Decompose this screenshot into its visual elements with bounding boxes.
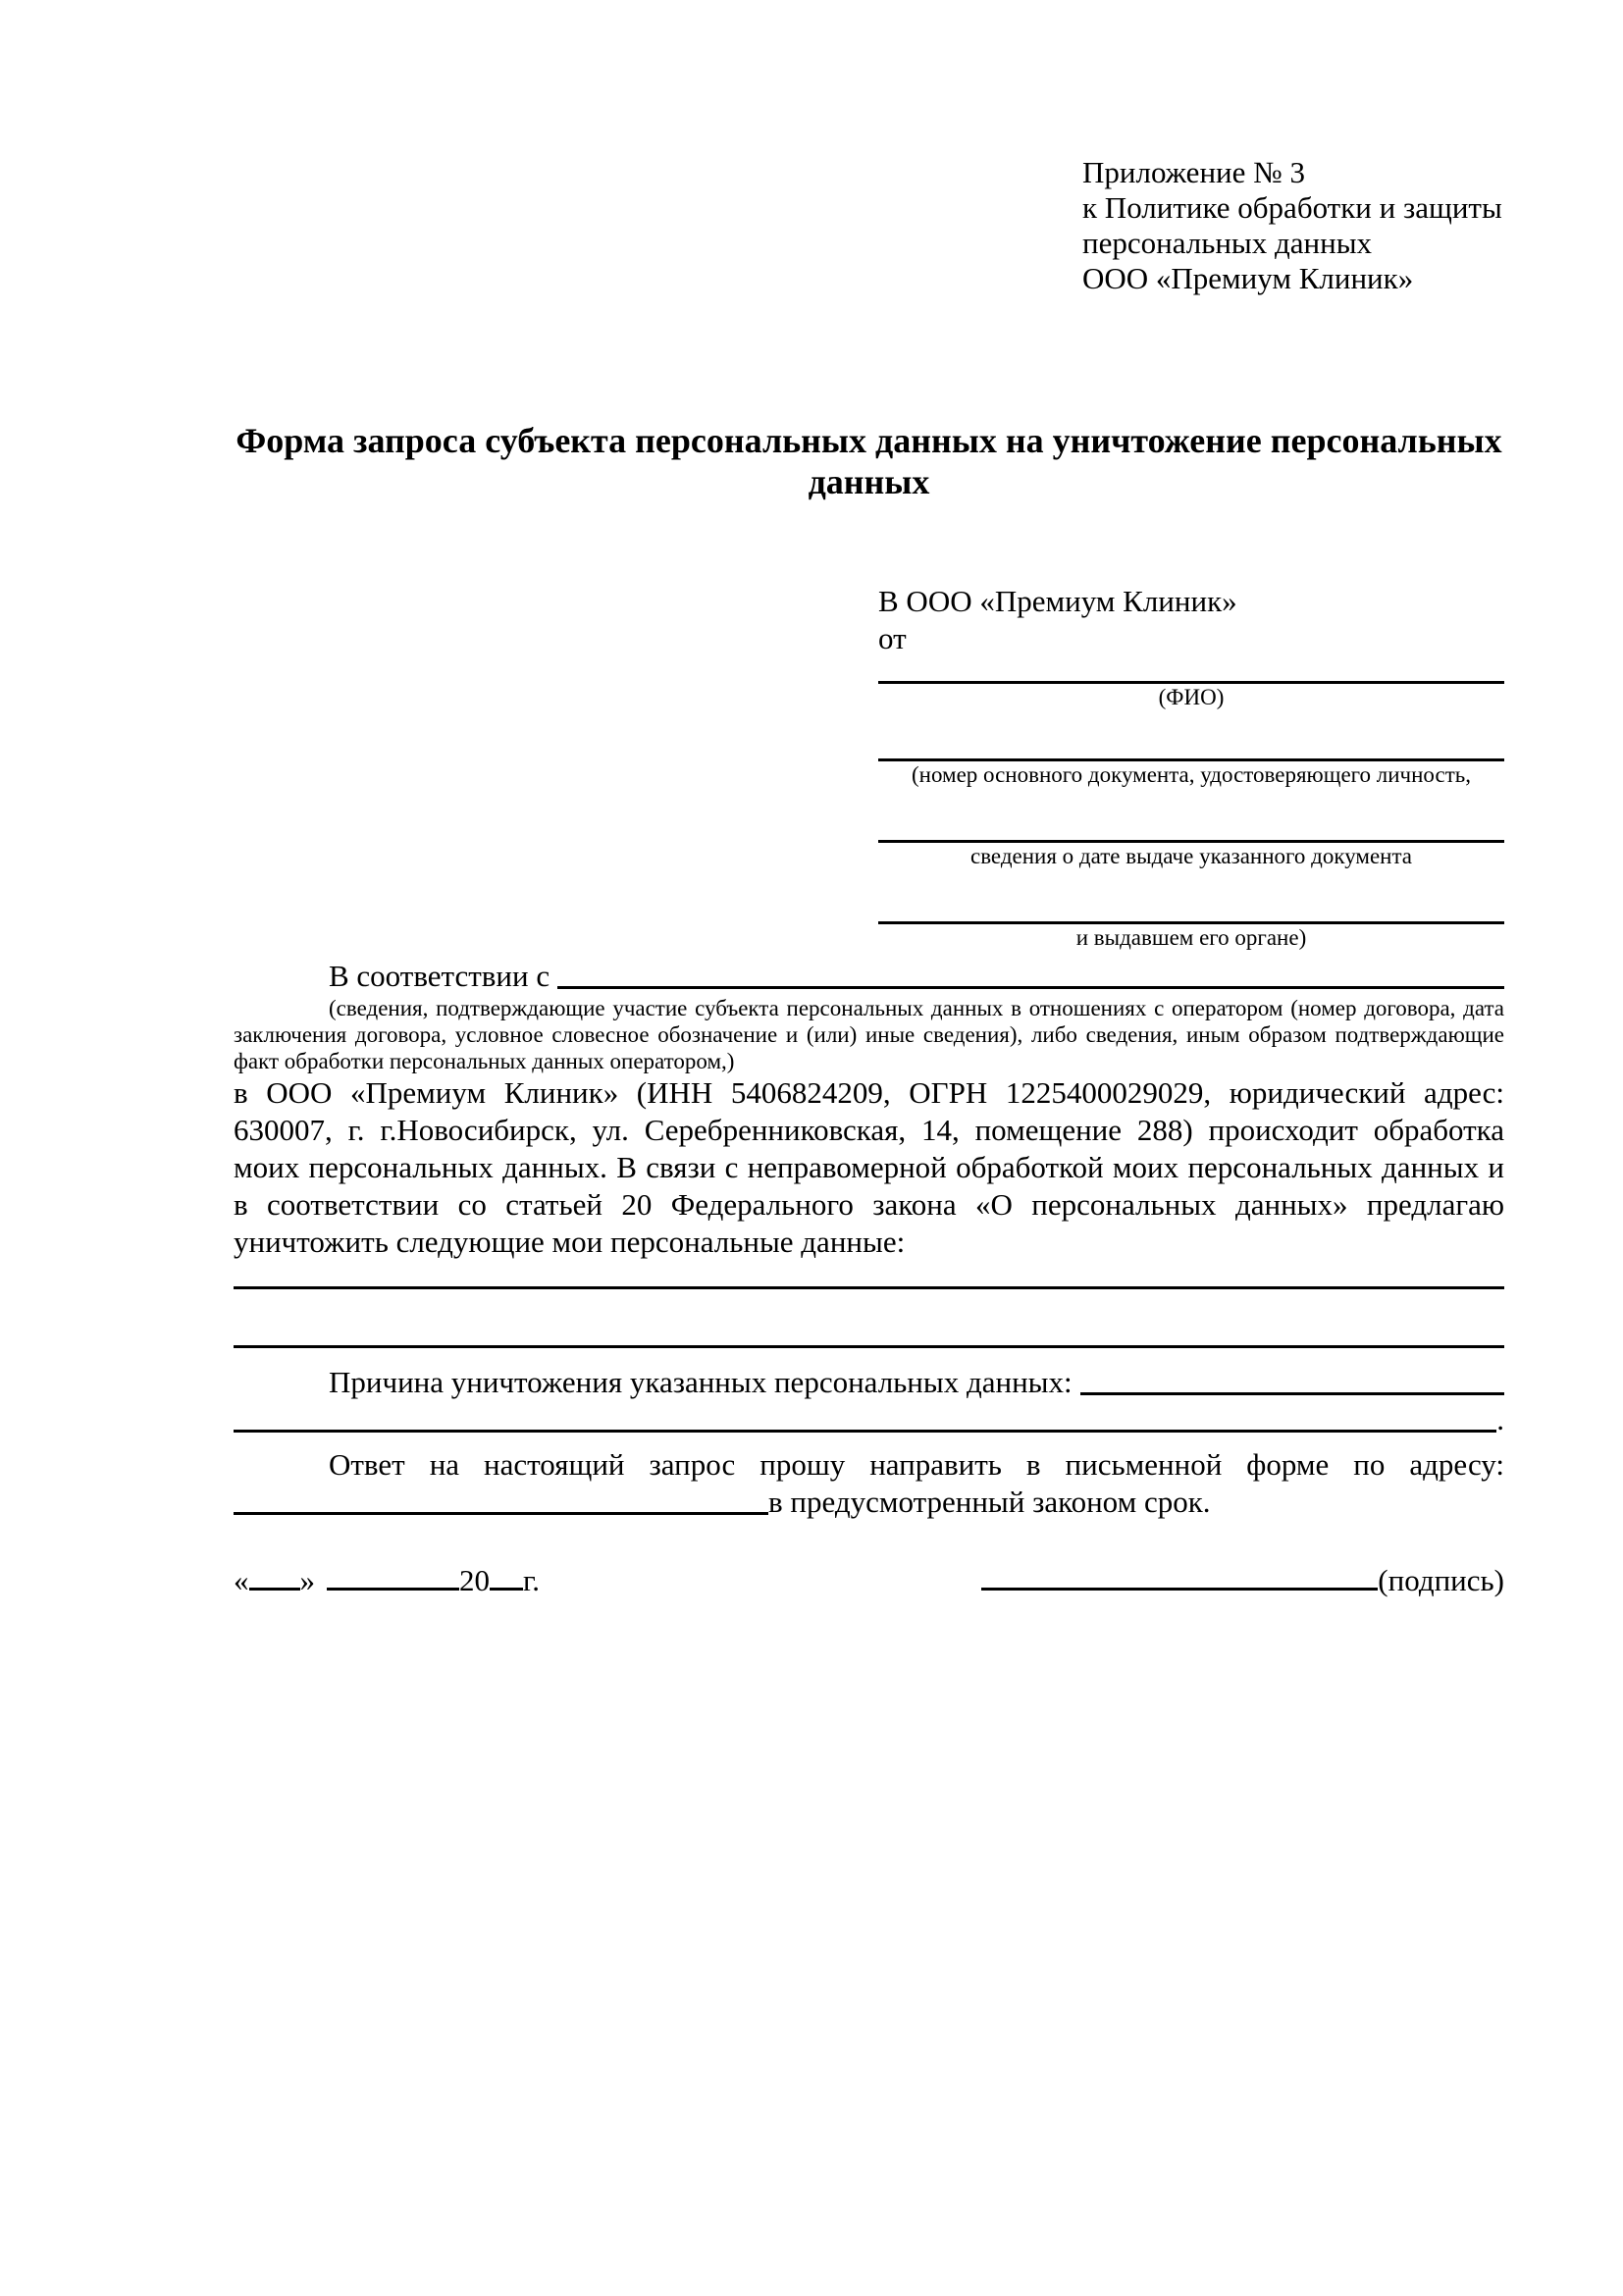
signature-group: [981, 1562, 1504, 1599]
reply-address-field[interactable]: [234, 1512, 768, 1515]
date-signature-row: [234, 1562, 1504, 1599]
year-field[interactable]: [490, 1584, 523, 1591]
reply-request-line: Ответ на настоящий запрос прошу направить в письменной форме по адресу:: [329, 1447, 1504, 1482]
appendix-note: [1082, 155, 1504, 296]
accordance-lead: В соответствии с: [329, 959, 550, 993]
reason-field-line-2[interactable]: [234, 1430, 1496, 1433]
signature-caption: (подпись): [1378, 1563, 1504, 1597]
identity-document-number-field[interactable]: [878, 711, 1504, 761]
day-field[interactable]: [249, 1584, 300, 1591]
accordance-line: [234, 958, 1504, 995]
accordance-note: (сведения, подтверждающие участие субъекта персональных данных в отношениях с оператором (номер договора, дата заключения договора, условное словесное обозначение и (или) иные сведения), либо сведения, иным образом подтверждающие факт обработки персональных данных оператором,): [234, 996, 1504, 1073]
period-character: .: [1496, 1402, 1504, 1436]
accordance-basis-field[interactable]: [557, 986, 1504, 989]
document-issue-date-field[interactable]: [878, 789, 1504, 843]
fio-caption: (ФИО): [1158, 685, 1225, 709]
issuing-authority-caption: и выдавшем его органе): [1075, 925, 1307, 950]
personal-data-field-line-2[interactable]: [234, 1289, 1504, 1348]
form-title: Форма запроса субъекта персональных данных на уничтожение персональных данных: [236, 421, 1502, 501]
personal-data-field-line-1[interactable]: [234, 1261, 1504, 1289]
reply-address-line: [234, 1484, 1504, 1521]
addressee-to: В ООО «Премиум Клиник»: [878, 584, 1237, 618]
issuing-authority-field[interactable]: [878, 870, 1504, 924]
reason-line: [234, 1364, 1504, 1401]
reason-continuation-line: [234, 1401, 1504, 1438]
reason-label: Причина уничтожения указанных персональных данных:: [329, 1365, 1073, 1399]
appendix-note-line: персональных данных: [1082, 226, 1373, 260]
addressee-from-label: от: [878, 621, 907, 655]
document-issue-date-caption: сведения о дате выдаче указанного документа: [969, 844, 1413, 868]
body-paragraph: в ООО «Премиум Клиник» (ИНН 5406824209, ОГРН 1225400029029, юридический адрес: 630007, г. г.Новосибирск, ул. Серебренниковская, 14, помещение 288) происходит обработка моих персональных данных. В связи с неправомерной обработкой моих персональных данных и в соответствии со статьей 20 Федерального закона «О персональных данных» предлагаю уничтожить следующие мои персональные данные:: [234, 1075, 1504, 1259]
year-prefix: 20: [459, 1563, 490, 1597]
reply-tail: в предусмотренный законом срок.: [768, 1485, 1211, 1519]
year-suffix: г.: [523, 1563, 540, 1597]
signature-field[interactable]: [981, 1584, 1378, 1591]
appendix-note-line: ООО «Премиум Клиник»: [1082, 261, 1414, 295]
fio-field[interactable]: [878, 657, 1504, 684]
reason-field[interactable]: [1080, 1392, 1504, 1395]
open-quote: «: [234, 1563, 249, 1597]
date-group: [234, 1562, 540, 1599]
identity-document-number-caption: (номер основного документа, удостоверяющего личность,: [911, 762, 1471, 787]
close-quote: »: [299, 1563, 315, 1597]
addressee-block: [878, 583, 1504, 952]
appendix-note-line: к Политике обработки и защиты: [1082, 190, 1502, 225]
month-field[interactable]: [327, 1584, 459, 1591]
appendix-note-line: Приложение № 3: [1082, 155, 1305, 189]
